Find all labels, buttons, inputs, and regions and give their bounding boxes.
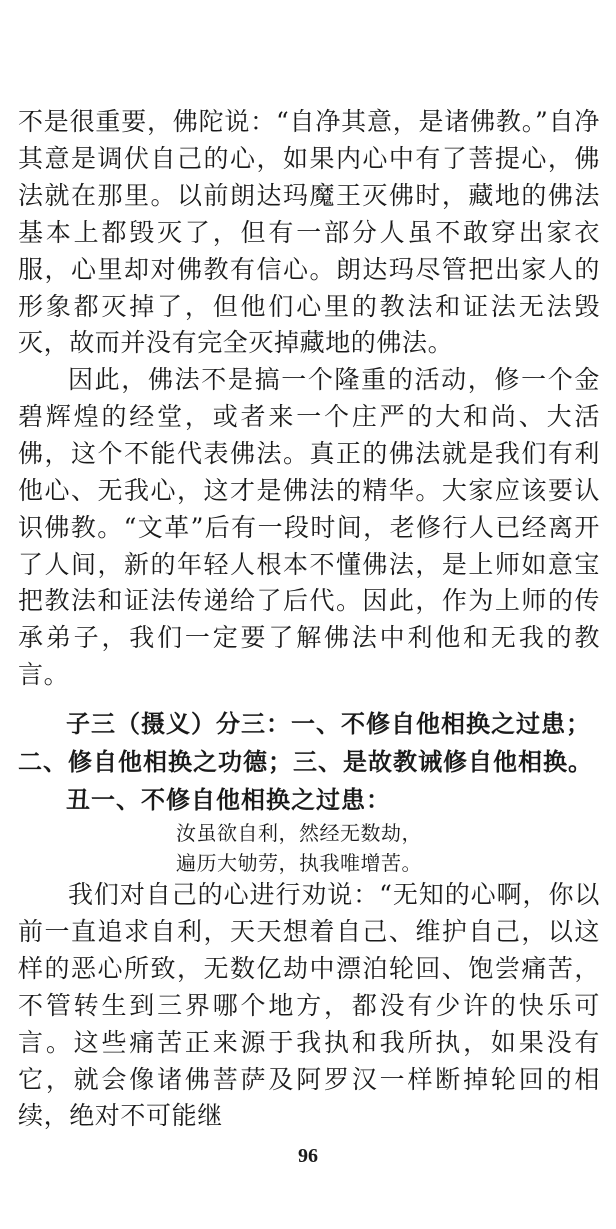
section-heading-3: 丑一、不修自他相换之过患： [66, 785, 391, 814]
paragraph-1: 不是很重要，佛陀说：“自净其意，是诸佛教。”自净其意是调伏自己的心，如果内心中有了菩提心，佛法就在那里。以前朗达玛魔王灭佛时，藏地的佛法基本上都毁灭了，但有一部分人虽不敢穿出家衣服，心里却对佛教有信心。朗达玛尽管把出家人的形象都灭掉了，但他们心里的教法和证法无法毁灭，故而并没有完全灭掉藏地的佛法。 [18, 107, 600, 358]
section-heading-2: 二、修自他相换之功德；三、是故教诫修自他相换。 [18, 747, 593, 776]
paragraph-3: 我们对自己的心进行劝说：“无知的心啊，你以前一直追求自利，天天想着自己、维护自己，以这样的恶心所致，无数亿劫中漂泊轮回、饱尝痛苦，不管转生到三界哪个地方，都没有少许的快乐可言。这些痛苦正来源于我执和我所执，如果没有它，就会像诸佛菩萨及阿罗汉一样断掉轮回的相续，绝对不可能继 [18, 880, 600, 1131]
verse-line-2: 遍历大劬劳，执我唯增苦。 [176, 851, 422, 875]
verse-line-1: 汝虽欲自利，然经无数劫， [176, 821, 422, 845]
paragraph-2: 因此，佛法不是搞一个隆重的活动，修一个金碧辉煌的经堂，或者来一个庄严的大和尚、大活佛，这个不能代表佛法。真正的佛法就是我们有利他心、无我心，这才是佛法的精华。大家应该要认识佛教。“文革”后有一段时间，老修行人已经离开了人间，新的年轻人根本不懂佛法，是上师如意宝把教法和证法传递给了后代。因此，作为上师的传承弟子，我们一定要了解佛法中利他和无我的教言。 [18, 365, 600, 690]
section-heading-1: 子三（摄义）分三：一、不修自他相换之过患； [66, 709, 591, 738]
page-number: 96 [298, 1145, 318, 1167]
